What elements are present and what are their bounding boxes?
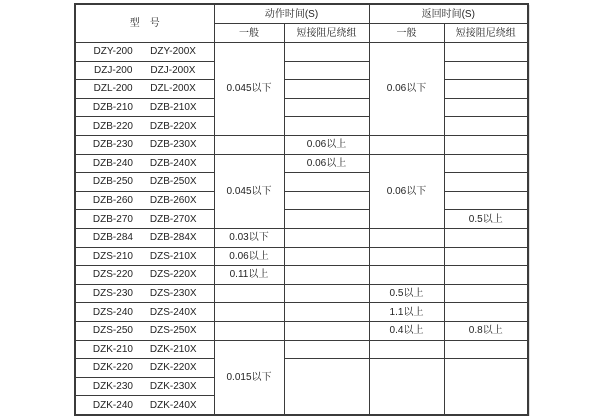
action-damping-cell bbox=[284, 321, 369, 340]
model-cell bbox=[75, 173, 214, 192]
model-name-x: DZB-220X bbox=[149, 120, 197, 132]
model-name-x: DZB-240X bbox=[149, 157, 197, 169]
model-name: DZS-220 bbox=[92, 269, 133, 281]
model-name-x: DZS-210X bbox=[149, 250, 197, 262]
model-name: DZB-270 bbox=[92, 213, 133, 225]
model-cell bbox=[75, 321, 214, 340]
table-row bbox=[75, 80, 528, 99]
return-damping-cell bbox=[444, 43, 528, 62]
return-damping-cell bbox=[444, 191, 528, 210]
action-damping-cell bbox=[284, 61, 369, 80]
return-damping-cell: 0.5以上 bbox=[444, 210, 528, 229]
return-damping-cell bbox=[444, 117, 528, 136]
model-name: DZB-230 bbox=[92, 139, 133, 151]
model-name-x: DZB-250X bbox=[149, 176, 197, 188]
action-damping-cell bbox=[284, 266, 369, 285]
return-damping-cell bbox=[444, 98, 528, 117]
table-row bbox=[75, 359, 528, 378]
table-row bbox=[75, 210, 528, 229]
return-general-cell bbox=[369, 247, 444, 266]
model-cell bbox=[75, 247, 214, 266]
model-name: DZB-210 bbox=[92, 102, 133, 114]
table-row bbox=[75, 303, 528, 322]
spec-table bbox=[74, 3, 529, 416]
model-name: DZK-210 bbox=[92, 343, 133, 355]
model-cell bbox=[75, 191, 214, 210]
action-damping-cell bbox=[284, 359, 369, 415]
model-name: DZS-250 bbox=[92, 325, 133, 337]
model-cell bbox=[75, 98, 214, 117]
action-general-cell bbox=[214, 135, 284, 154]
return-general-cell: 1.1以上 bbox=[369, 303, 444, 322]
return-damping-cell bbox=[444, 80, 528, 99]
model-name-x: DZB-260X bbox=[149, 195, 197, 207]
header-return-damping: 短接阻尼绕组 bbox=[444, 24, 528, 43]
return-general-cell bbox=[369, 266, 444, 285]
action-general-cell: 0.11以上 bbox=[214, 266, 284, 285]
model-name: DZK-240 bbox=[92, 399, 133, 411]
return-general-cell: 0.06以下 bbox=[369, 43, 444, 136]
model-name-x: DZK-240X bbox=[149, 399, 197, 411]
model-name: DZJ-200 bbox=[94, 64, 133, 76]
model-cell bbox=[75, 228, 214, 247]
action-general-cell bbox=[214, 284, 284, 303]
model-name-x: DZL-200X bbox=[150, 83, 196, 95]
action-damping-cell bbox=[284, 284, 369, 303]
return-damping-cell: 0.8以上 bbox=[444, 321, 528, 340]
model-name: DZY-200 bbox=[93, 46, 133, 58]
action-general-cell: 0.045以下 bbox=[214, 43, 284, 136]
action-damping-cell bbox=[284, 173, 369, 192]
header-action-time: 动作时间(S) bbox=[214, 4, 369, 24]
model-name-x: DZS-250X bbox=[149, 325, 197, 337]
model-name-x: DZS-220X bbox=[149, 269, 197, 281]
return-damping-cell bbox=[444, 266, 528, 285]
return-general-cell bbox=[369, 228, 444, 247]
model-name: DZK-230 bbox=[92, 380, 133, 392]
model-name-x: DZB-210X bbox=[149, 102, 197, 114]
model-cell bbox=[75, 377, 214, 396]
return-damping-cell bbox=[444, 284, 528, 303]
return-damping-cell bbox=[444, 61, 528, 80]
action-damping-cell: 0.06以上 bbox=[284, 154, 369, 173]
model-cell bbox=[75, 154, 214, 173]
model-cell bbox=[75, 396, 214, 415]
table-row bbox=[75, 117, 528, 136]
action-damping-cell bbox=[284, 43, 369, 62]
return-general-cell bbox=[369, 359, 444, 415]
return-general-cell: 0.4以上 bbox=[369, 321, 444, 340]
table-row bbox=[75, 284, 528, 303]
model-name-x: DZB-284X bbox=[149, 232, 197, 244]
header-return-general: 一般 bbox=[369, 24, 444, 43]
table-row bbox=[75, 43, 528, 62]
table-row bbox=[75, 173, 528, 192]
model-name: DZS-230 bbox=[92, 288, 133, 300]
model-name-x: DZS-240X bbox=[149, 306, 197, 318]
action-general-cell: 0.045以下 bbox=[214, 154, 284, 228]
table-row bbox=[75, 340, 528, 359]
table-row bbox=[75, 61, 528, 80]
action-damping-cell: 0.06以上 bbox=[284, 135, 369, 154]
model-name: DZB-220 bbox=[92, 120, 133, 132]
model-name: DZB-260 bbox=[92, 195, 133, 207]
model-cell bbox=[75, 135, 214, 154]
action-damping-cell bbox=[284, 340, 369, 359]
header-action-damping: 短接阻尼绕组 bbox=[284, 24, 369, 43]
model-cell bbox=[75, 340, 214, 359]
action-damping-cell bbox=[284, 210, 369, 229]
model-name: DZS-240 bbox=[92, 306, 133, 318]
action-general-cell bbox=[214, 303, 284, 322]
header-row-1 bbox=[75, 4, 528, 24]
table-row bbox=[75, 247, 528, 266]
action-damping-cell bbox=[284, 303, 369, 322]
model-name: DZB-284 bbox=[92, 232, 133, 244]
action-general-cell: 0.06以上 bbox=[214, 247, 284, 266]
model-name-x: DZB-230X bbox=[149, 139, 197, 151]
model-cell bbox=[75, 61, 214, 80]
return-general-cell bbox=[369, 135, 444, 154]
return-damping-cell bbox=[444, 173, 528, 192]
model-cell bbox=[75, 284, 214, 303]
action-damping-cell bbox=[284, 191, 369, 210]
header-model: 型 号 bbox=[75, 4, 214, 43]
action-general-cell bbox=[214, 321, 284, 340]
action-damping-cell bbox=[284, 247, 369, 266]
table-row bbox=[75, 191, 528, 210]
action-general-cell: 0.03以下 bbox=[214, 228, 284, 247]
model-name-x: DZS-230X bbox=[149, 288, 197, 300]
return-damping-cell bbox=[444, 154, 528, 173]
table-row bbox=[75, 135, 528, 154]
model-cell bbox=[75, 43, 214, 62]
model-name-x: DZK-210X bbox=[149, 343, 197, 355]
model-name-x: DZB-270X bbox=[149, 213, 197, 225]
action-damping-cell bbox=[284, 117, 369, 136]
model-cell bbox=[75, 266, 214, 285]
return-damping-cell bbox=[444, 303, 528, 322]
model-name: DZL-200 bbox=[93, 83, 133, 95]
model-cell bbox=[75, 210, 214, 229]
action-damping-cell bbox=[284, 228, 369, 247]
model-name-x: DZK-230X bbox=[149, 380, 197, 392]
return-damping-cell bbox=[444, 135, 528, 154]
model-cell bbox=[75, 80, 214, 99]
return-damping-cell bbox=[444, 340, 528, 359]
model-cell bbox=[75, 359, 214, 378]
return-damping-cell bbox=[444, 247, 528, 266]
table-row bbox=[75, 228, 528, 247]
model-name-x: DZK-220X bbox=[149, 362, 197, 374]
return-general-cell: 0.5以上 bbox=[369, 284, 444, 303]
model-name-x: DZY-200X bbox=[150, 46, 196, 58]
action-damping-cell bbox=[284, 98, 369, 117]
return-general-cell: 0.06以下 bbox=[369, 154, 444, 228]
model-name: DZS-210 bbox=[92, 250, 133, 262]
action-general-cell: 0.015以下 bbox=[214, 340, 284, 415]
model-cell bbox=[75, 303, 214, 322]
table-row bbox=[75, 154, 528, 173]
action-damping-cell bbox=[284, 80, 369, 99]
return-damping-cell bbox=[444, 228, 528, 247]
model-cell bbox=[75, 117, 214, 136]
model-name: DZB-240 bbox=[92, 157, 133, 169]
model-name: DZB-250 bbox=[92, 176, 133, 188]
table-row bbox=[75, 98, 528, 117]
header-action-general: 一般 bbox=[214, 24, 284, 43]
table-row bbox=[75, 266, 528, 285]
return-damping-cell bbox=[444, 359, 528, 415]
model-name-x: DZJ-200X bbox=[150, 64, 196, 76]
model-name: DZK-220 bbox=[92, 362, 133, 374]
table-row bbox=[75, 321, 528, 340]
header-return-time: 返回时间(S) bbox=[369, 4, 528, 24]
return-general-cell bbox=[369, 340, 444, 359]
